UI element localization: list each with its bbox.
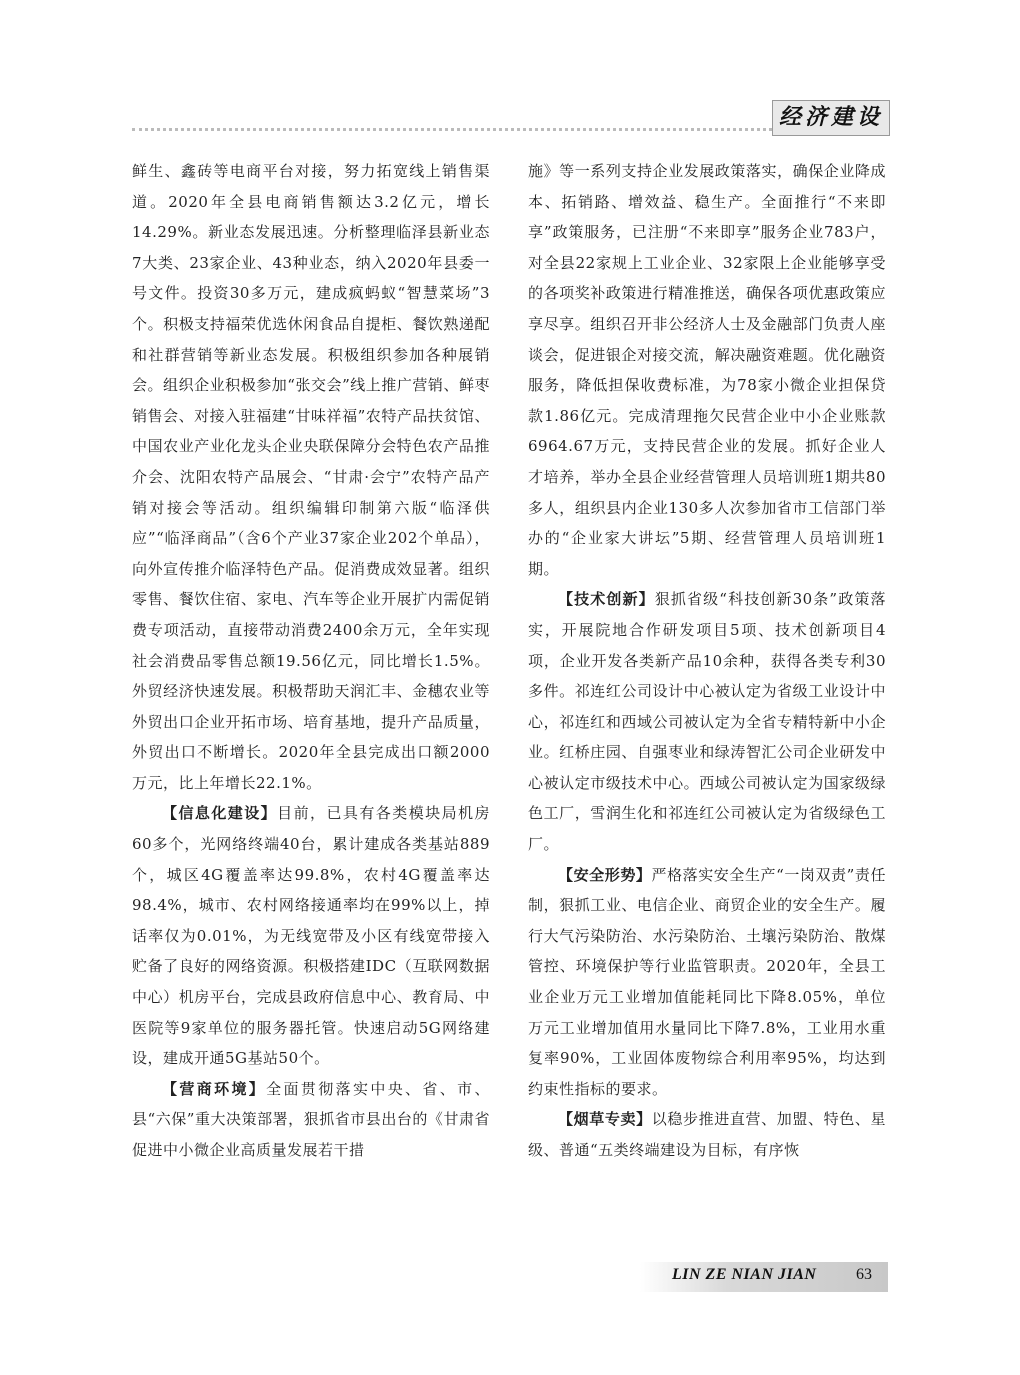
paragraph-safety — [528, 860, 886, 1105]
heading-informatization: 【信息化建设】 — [162, 804, 278, 823]
paragraph-tobacco-text: 以稳步推进直营、加盟、特色、星级、普通“五类终端建设为目标，有序恢 — [528, 1110, 886, 1159]
left-column — [132, 156, 490, 1166]
paragraph-safety-text: 严格落实安全生产“一岗双责”责任制，狠抓工业、电信企业、商贸企业的安全生产。履行大气污染防治、水污染防治、土壤污染防治、散煤管控、环境保护等行业监管职责。2020年，全县工业企业万元工业增加值能耗同比下降8.05%，单位万元工业增加值用水量同比下降7.8%，工业用水重复率90%，工业固体废物综合利用率95%，均达到约束性指标的要求。 — [528, 865, 886, 1098]
heading-business-environment: 【营商环境】 — [162, 1079, 267, 1098]
heading-tech-innovation: 【技术创新】 — [558, 590, 655, 609]
header-dotted-rule — [132, 128, 772, 131]
paragraph-business-environment-text: 全面贯彻落实中央、省、市、县“六保”重大决策部署，狠抓省市县出台的《甘肃省促进中小微企业高质量发展若干措 — [132, 1079, 490, 1159]
section-title: 经济建设 — [772, 100, 890, 136]
page-number: 63 — [856, 1266, 872, 1283]
paragraph-tobacco — [528, 1104, 886, 1165]
heading-safety: 【安全形势】 — [558, 865, 652, 884]
paragraph-business-environment — [132, 1074, 490, 1166]
paragraph-tech-innovation — [528, 584, 886, 859]
paragraph-informatization — [132, 798, 490, 1073]
right-column — [528, 156, 886, 1166]
paragraph-informatization-text: 目前，已具有各类模块局机房60多个，光网络终端40台，累计建成各类基站889个，城区4G覆盖率达99.8%，农村4G覆盖率达98.4%，城市、农村网络接通率均在99%以上，掉话率仅为0.01%，为无线宽带及小区有线宽带接入贮备了良好的网络资源。积极搭建IDC（互联网数据中心）机房平台，完成县政府信息中心、教育局、中医院等9家单位的服务器托管。快速启动5G网络建设，建成开通5G基站50个。 — [132, 804, 490, 1068]
paragraph-tech-innovation-text: 狠抓省级“科技创新30条”政策落实，开展院地合作研发项目5项、技术创新项目4项，企业开发各类新产品10余种，获得各类专利30多件。祁连红公司设计中心被认定为省级工业设计中心，祁连红和西域公司被认定为全省专精特新中小企业。红桥庄园、自强枣业和绿涛智汇公司企业研发中心被认定市级技术中心。西域公司被认定为国家级绿色工厂，雪润生化和祁连红公司被认定为省级绿色工厂。 — [528, 590, 886, 854]
paragraph-policy: 施》等一系列支持企业发展政策落实，确保企业降成本、拓销路、增效益、稳生产。全面推行“不来即享”政策服务，已注册“不来即享”服务企业783户，对全县22家规上工业企业、32家限上企业能够享受的各项奖补政策进行精准推送，确保各项优惠政策应享尽享。组织召开非公经济人士及金融部门负责人座谈会，促进银企对接交流，解决融资难题。优化融资服务，降低担保收费标准，为78家小微企业担保贷款1.86亿元。完成清理拖欠民营企业中小企业账款6964.67万元，支持民营企业的发展。抓好企业人才培养，举办全县企业经营管理人员培训班1期共80多人，组织县内企业130多人次参加省市工信部门举办的“企业家大讲坛”5期、经营管理人员培训班1期。 — [528, 162, 886, 578]
heading-tobacco: 【烟草专卖】 — [558, 1110, 652, 1129]
journal-title: LIN ZE NIAN JIAN — [672, 1266, 817, 1283]
paragraph-ecommerce: 鲜生、鑫砖等电商平台对接，努力拓宽线上销售渠道。2020年全县电商销售额达3.2亿元，增长14.29%。新业态发展迅速。分析整理临泽县新业态7大类、23家企业、43种业态，纳入2020年县委一号文件。投资30多万元，建成疯蚂蚁“智慧菜场”3个。积极支持福荣优选休闲食品自提柜、餐饮熟递配和社群营销等新业态发展。积极组织参加各种展销会。组织企业积极参加“张交会”线上推广营销、鲜枣销售会、对接入驻福建“甘味祥福”农特产品扶贫馆、中国农业产业化龙头企业央联保障分会特色农产品推介会、沈阳农特产品展会、“甘肃·会宁”农特产品产销对接会等活动。组织编辑印制第六版“临泽供应”“临泽商品”（含6个产业37家企业202个单品），向外宣传推介临泽特色产品。促消费成效显著。组织零售、餐饮住宿、家电、汽车等企业开展扩内需促销费专项活动，直接带动消费2400余万元，全年实现社会消费品零售总额19.56亿元，同比增长1.5%。外贸经济快速发展。积极帮助天润汇丰、金穗农业等外贸出口企业开拓市场、培育基地，提升产品质量，外贸出口不断增长。2020年全县完成出口额2000万元，比上年增长22.1%。 — [132, 162, 490, 792]
